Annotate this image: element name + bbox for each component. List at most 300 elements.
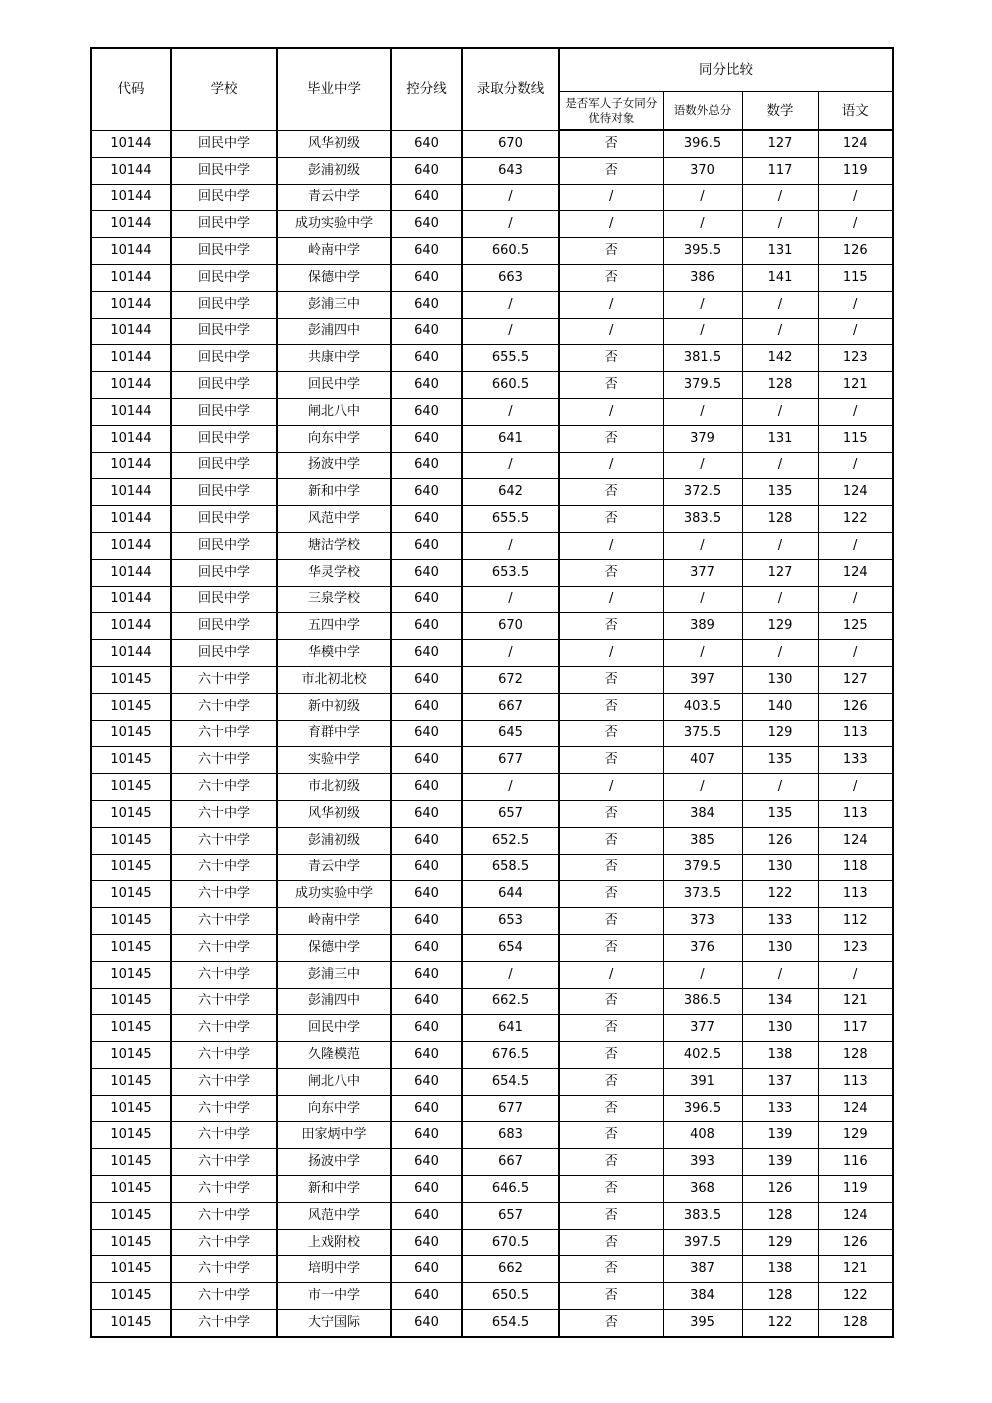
cell-math: /: [742, 291, 818, 318]
cell-chinese: 126: [818, 693, 893, 720]
cell-math: 131: [742, 238, 818, 265]
cell-code: 10144: [91, 640, 171, 667]
header-school: 学校: [171, 48, 277, 130]
cell-school: 回民中学: [171, 238, 277, 265]
table-row: [91, 211, 893, 238]
cell-admission-line: 653.5: [462, 559, 559, 586]
cell-math: 130: [742, 934, 818, 961]
cell-math: 139: [742, 1149, 818, 1176]
cell-admission-line: 660.5: [462, 238, 559, 265]
cell-graduation-school: 新和中学: [277, 1176, 391, 1203]
cell-graduation-school: 三泉学校: [277, 586, 391, 613]
cell-school: 六十中学: [171, 1176, 277, 1203]
cell-graduation-school: 华灵学校: [277, 559, 391, 586]
table-row: [91, 398, 893, 425]
cell-control-line: 640: [391, 640, 462, 667]
cell-chinese: 124: [818, 827, 893, 854]
cell-school: 六十中学: [171, 961, 277, 988]
cell-school: 六十中学: [171, 1202, 277, 1229]
table-header: [91, 48, 893, 130]
table-row: [91, 291, 893, 318]
cell-admission-line: 662.5: [462, 988, 559, 1015]
cell-graduation-school: 风华初级: [277, 800, 391, 827]
cell-admission-line: 646.5: [462, 1176, 559, 1203]
cell-military-priority: /: [559, 640, 663, 667]
cell-military-priority: 否: [559, 613, 663, 640]
cell-school: 六十中学: [171, 1068, 277, 1095]
cell-graduation-school: 保德中学: [277, 934, 391, 961]
cell-code: 10145: [91, 1068, 171, 1095]
cell-admission-line: /: [462, 452, 559, 479]
cell-admission-line: 641: [462, 1015, 559, 1042]
cell-admission-line: 670: [462, 130, 559, 157]
cell-chinese: 124: [818, 1202, 893, 1229]
cell-admission-line: 652.5: [462, 827, 559, 854]
cell-code: 10144: [91, 613, 171, 640]
cell-chinese: 122: [818, 1283, 893, 1310]
cell-military-priority: /: [559, 318, 663, 345]
cell-school: 六十中学: [171, 693, 277, 720]
cell-math: /: [742, 318, 818, 345]
cell-chinese: 121: [818, 372, 893, 399]
cell-code: 10144: [91, 345, 171, 372]
table-row: [91, 720, 893, 747]
cell-total-score: 387: [663, 1256, 742, 1283]
cell-admission-line: 641: [462, 425, 559, 452]
cell-control-line: 640: [391, 854, 462, 881]
cell-control-line: 640: [391, 1283, 462, 1310]
cell-admission-line: 643: [462, 157, 559, 184]
cell-school: 回民中学: [171, 559, 277, 586]
cell-chinese: 113: [818, 1068, 893, 1095]
cell-school: 六十中学: [171, 988, 277, 1015]
cell-graduation-school: 向东中学: [277, 425, 391, 452]
cell-math: 130: [742, 666, 818, 693]
cell-control-line: 640: [391, 1122, 462, 1149]
cell-military-priority: /: [559, 211, 663, 238]
cell-military-priority: /: [559, 291, 663, 318]
cell-control-line: 640: [391, 452, 462, 479]
cell-military-priority: 否: [559, 988, 663, 1015]
cell-military-priority: 否: [559, 1283, 663, 1310]
cell-admission-line: /: [462, 211, 559, 238]
cell-control-line: 640: [391, 264, 462, 291]
cell-military-priority: 否: [559, 1122, 663, 1149]
cell-total-score: 372.5: [663, 479, 742, 506]
cell-math: 129: [742, 720, 818, 747]
cell-control-line: 640: [391, 425, 462, 452]
table-row: [91, 586, 893, 613]
cell-math: /: [742, 452, 818, 479]
cell-admission-line: 645: [462, 720, 559, 747]
cell-total-score: 377: [663, 559, 742, 586]
cell-admission-line: /: [462, 532, 559, 559]
cell-military-priority: 否: [559, 1015, 663, 1042]
cell-total-score: 384: [663, 800, 742, 827]
cell-admission-line: /: [462, 774, 559, 801]
cell-control-line: 640: [391, 479, 462, 506]
cell-admission-line: 663: [462, 264, 559, 291]
cell-control-line: 640: [391, 720, 462, 747]
cell-graduation-school: 新中初级: [277, 693, 391, 720]
cell-code: 10144: [91, 559, 171, 586]
cell-military-priority: 否: [559, 1149, 663, 1176]
cell-admission-line: 657: [462, 1202, 559, 1229]
cell-total-score: 379: [663, 425, 742, 452]
cell-school: 六十中学: [171, 1015, 277, 1042]
cell-admission-line: 657: [462, 800, 559, 827]
cell-total-score: 396.5: [663, 1095, 742, 1122]
cell-graduation-school: 彭浦三中: [277, 291, 391, 318]
table-row: [91, 532, 893, 559]
cell-chinese: 123: [818, 345, 893, 372]
cell-military-priority: 否: [559, 881, 663, 908]
cell-total-score: /: [663, 532, 742, 559]
cell-total-score: 391: [663, 1068, 742, 1095]
cell-military-priority: 否: [559, 934, 663, 961]
cell-code: 10145: [91, 1256, 171, 1283]
cell-math: 129: [742, 1229, 818, 1256]
cell-chinese: 116: [818, 1149, 893, 1176]
table-row: [91, 747, 893, 774]
cell-admission-line: /: [462, 318, 559, 345]
cell-math: 139: [742, 1122, 818, 1149]
cell-control-line: 640: [391, 184, 462, 211]
cell-code: 10144: [91, 452, 171, 479]
cell-school: 回民中学: [171, 586, 277, 613]
table-row: [91, 640, 893, 667]
cell-admission-line: 667: [462, 1149, 559, 1176]
cell-math: /: [742, 211, 818, 238]
cell-school: 六十中学: [171, 1256, 277, 1283]
cell-control-line: 640: [391, 693, 462, 720]
table-row: [91, 908, 893, 935]
table-row: [91, 666, 893, 693]
cell-chinese: 121: [818, 988, 893, 1015]
cell-total-score: 379.5: [663, 372, 742, 399]
cell-code: 10144: [91, 532, 171, 559]
cell-control-line: 640: [391, 613, 462, 640]
cell-total-score: 397.5: [663, 1229, 742, 1256]
cell-graduation-school: 回民中学: [277, 1015, 391, 1042]
cell-control-line: 640: [391, 238, 462, 265]
cell-total-score: 408: [663, 1122, 742, 1149]
cell-math: 117: [742, 157, 818, 184]
cell-graduation-school: 风范中学: [277, 1202, 391, 1229]
table-row: [91, 130, 893, 157]
cell-school: 六十中学: [171, 1310, 277, 1337]
cell-total-score: 385: [663, 827, 742, 854]
cell-school: 六十中学: [171, 800, 277, 827]
cell-military-priority: /: [559, 532, 663, 559]
cell-admission-line: 654.5: [462, 1068, 559, 1095]
cell-graduation-school: 成功实验中学: [277, 211, 391, 238]
header-control-line: 控分线: [391, 48, 462, 130]
cell-military-priority: 否: [559, 1068, 663, 1095]
table-row: [91, 988, 893, 1015]
cell-code: 10144: [91, 130, 171, 157]
cell-control-line: 640: [391, 800, 462, 827]
cell-control-line: 640: [391, 1015, 462, 1042]
table-row: [91, 854, 893, 881]
cell-math: 134: [742, 988, 818, 1015]
cell-code: 10144: [91, 264, 171, 291]
cell-school: 回民中学: [171, 318, 277, 345]
cell-military-priority: 否: [559, 854, 663, 881]
cell-control-line: 640: [391, 532, 462, 559]
cell-graduation-school: 风范中学: [277, 506, 391, 533]
cell-admission-line: 670: [462, 613, 559, 640]
cell-math: 135: [742, 800, 818, 827]
cell-code: 10145: [91, 1310, 171, 1337]
cell-chinese: 115: [818, 425, 893, 452]
table-row: [91, 1283, 893, 1310]
cell-graduation-school: 青云中学: [277, 184, 391, 211]
cell-code: 10145: [91, 666, 171, 693]
cell-code: 10144: [91, 586, 171, 613]
table-row: [91, 1149, 893, 1176]
cell-chinese: /: [818, 452, 893, 479]
cell-school: 回民中学: [171, 372, 277, 399]
cell-chinese: 122: [818, 506, 893, 533]
header-graduation-school: 毕业中学: [277, 48, 391, 130]
cell-control-line: 640: [391, 1310, 462, 1337]
cell-admission-line: /: [462, 961, 559, 988]
cell-math: 138: [742, 1256, 818, 1283]
cell-control-line: 640: [391, 1229, 462, 1256]
header-military-priority: 是否军人子女同分优待对象: [559, 92, 663, 131]
cell-total-score: /: [663, 184, 742, 211]
cell-code: 10145: [91, 1229, 171, 1256]
cell-admission-line: 677: [462, 747, 559, 774]
cell-chinese: /: [818, 291, 893, 318]
cell-code: 10145: [91, 908, 171, 935]
cell-graduation-school: 彭浦初级: [277, 157, 391, 184]
header-tie-compare: 同分比较: [559, 48, 893, 92]
cell-school: 回民中学: [171, 479, 277, 506]
table-row: [91, 800, 893, 827]
cell-admission-line: /: [462, 184, 559, 211]
cell-total-score: 377: [663, 1015, 742, 1042]
cell-chinese: 133: [818, 747, 893, 774]
cell-control-line: 640: [391, 506, 462, 533]
cell-school: 六十中学: [171, 1283, 277, 1310]
cell-control-line: 640: [391, 1068, 462, 1095]
cell-code: 10145: [91, 720, 171, 747]
cell-military-priority: /: [559, 398, 663, 425]
cell-total-score: 407: [663, 747, 742, 774]
cell-total-score: 397: [663, 666, 742, 693]
cell-math: 127: [742, 130, 818, 157]
cell-graduation-school: 闸北八中: [277, 398, 391, 425]
cell-graduation-school: 青云中学: [277, 854, 391, 881]
cell-math: 131: [742, 425, 818, 452]
table-row: [91, 1310, 893, 1337]
cell-math: /: [742, 532, 818, 559]
cell-military-priority: 否: [559, 1202, 663, 1229]
cell-total-score: 370: [663, 157, 742, 184]
cell-chinese: 112: [818, 908, 893, 935]
table-row: [91, 452, 893, 479]
table-row: [91, 479, 893, 506]
table-row: [91, 345, 893, 372]
cell-total-score: 386: [663, 264, 742, 291]
cell-chinese: /: [818, 398, 893, 425]
cell-control-line: 640: [391, 1256, 462, 1283]
cell-military-priority: 否: [559, 425, 663, 452]
cell-military-priority: 否: [559, 130, 663, 157]
cell-code: 10144: [91, 318, 171, 345]
cell-code: 10145: [91, 1283, 171, 1310]
cell-math: 129: [742, 613, 818, 640]
cell-code: 10145: [91, 1015, 171, 1042]
cell-military-priority: /: [559, 184, 663, 211]
cell-graduation-school: 市北初级: [277, 774, 391, 801]
cell-total-score: 381.5: [663, 345, 742, 372]
cell-admission-line: /: [462, 640, 559, 667]
cell-school: 六十中学: [171, 854, 277, 881]
cell-control-line: 640: [391, 130, 462, 157]
cell-military-priority: 否: [559, 1095, 663, 1122]
table-row: [91, 372, 893, 399]
table-row: [91, 157, 893, 184]
cell-school: 回民中学: [171, 130, 277, 157]
cell-military-priority: 否: [559, 372, 663, 399]
table-row: [91, 1176, 893, 1203]
table-row: [91, 184, 893, 211]
cell-code: 10144: [91, 398, 171, 425]
cell-chinese: 126: [818, 238, 893, 265]
cell-graduation-school: 彭浦初级: [277, 827, 391, 854]
cell-school: 回民中学: [171, 184, 277, 211]
cell-total-score: 395.5: [663, 238, 742, 265]
cell-military-priority: 否: [559, 747, 663, 774]
cell-code: 10144: [91, 211, 171, 238]
cell-military-priority: 否: [559, 908, 663, 935]
cell-math: 128: [742, 506, 818, 533]
cell-total-score: 402.5: [663, 1042, 742, 1069]
cell-total-score: 368: [663, 1176, 742, 1203]
cell-control-line: 640: [391, 1095, 462, 1122]
cell-admission-line: 644: [462, 881, 559, 908]
cell-code: 10144: [91, 479, 171, 506]
cell-school: 回民中学: [171, 452, 277, 479]
cell-chinese: 113: [818, 720, 893, 747]
cell-math: 133: [742, 1095, 818, 1122]
cell-total-score: /: [663, 774, 742, 801]
cell-chinese: 117: [818, 1015, 893, 1042]
cell-admission-line: 667: [462, 693, 559, 720]
header-code: 代码: [91, 48, 171, 130]
cell-military-priority: 否: [559, 157, 663, 184]
cell-chinese: /: [818, 532, 893, 559]
cell-code: 10144: [91, 425, 171, 452]
cell-chinese: 129: [818, 1122, 893, 1149]
cell-code: 10145: [91, 1095, 171, 1122]
cell-admission-line: 655.5: [462, 345, 559, 372]
cell-math: 135: [742, 747, 818, 774]
cell-military-priority: 否: [559, 1042, 663, 1069]
cell-military-priority: /: [559, 586, 663, 613]
cell-graduation-school: 实验中学: [277, 747, 391, 774]
cell-chinese: 113: [818, 881, 893, 908]
cell-total-score: 384: [663, 1283, 742, 1310]
cell-math: 126: [742, 1176, 818, 1203]
cell-code: 10145: [91, 881, 171, 908]
cell-control-line: 640: [391, 908, 462, 935]
cell-graduation-school: 岭南中学: [277, 238, 391, 265]
cell-graduation-school: 彭浦四中: [277, 988, 391, 1015]
cell-military-priority: 否: [559, 238, 663, 265]
cell-graduation-school: 闸北八中: [277, 1068, 391, 1095]
cell-math: 128: [742, 1202, 818, 1229]
cell-code: 10145: [91, 774, 171, 801]
cell-control-line: 640: [391, 291, 462, 318]
cell-math: 140: [742, 693, 818, 720]
cell-math: 141: [742, 264, 818, 291]
cell-math: 128: [742, 1283, 818, 1310]
cell-graduation-school: 回民中学: [277, 372, 391, 399]
cell-total-score: 389: [663, 613, 742, 640]
cell-math: 126: [742, 827, 818, 854]
cell-graduation-school: 彭浦三中: [277, 961, 391, 988]
table-row: [91, 934, 893, 961]
cell-graduation-school: 岭南中学: [277, 908, 391, 935]
cell-admission-line: /: [462, 586, 559, 613]
header-admission-line: 录取分数线: [462, 48, 559, 130]
cell-admission-line: /: [462, 291, 559, 318]
cell-military-priority: 否: [559, 479, 663, 506]
cell-control-line: 640: [391, 318, 462, 345]
cell-chinese: 127: [818, 666, 893, 693]
cell-chinese: 123: [818, 934, 893, 961]
cell-school: 回民中学: [171, 425, 277, 452]
cell-chinese: 115: [818, 264, 893, 291]
cell-chinese: /: [818, 586, 893, 613]
cell-chinese: /: [818, 961, 893, 988]
cell-admission-line: 642: [462, 479, 559, 506]
cell-school: 六十中学: [171, 1122, 277, 1149]
cell-math: 138: [742, 1042, 818, 1069]
cell-school: 六十中学: [171, 747, 277, 774]
cell-control-line: 640: [391, 211, 462, 238]
cell-total-score: 383.5: [663, 1202, 742, 1229]
cell-control-line: 640: [391, 747, 462, 774]
cell-code: 10145: [91, 1176, 171, 1203]
cell-graduation-school: 成功实验中学: [277, 881, 391, 908]
table-row: [91, 774, 893, 801]
cell-school: 回民中学: [171, 264, 277, 291]
cell-code: 10144: [91, 157, 171, 184]
cell-total-score: /: [663, 398, 742, 425]
cell-admission-line: /: [462, 398, 559, 425]
table-row: [91, 1015, 893, 1042]
cell-chinese: 128: [818, 1310, 893, 1337]
cell-admission-line: 650.5: [462, 1283, 559, 1310]
table-row: [91, 1095, 893, 1122]
cell-admission-line: 677: [462, 1095, 559, 1122]
cell-school: 回民中学: [171, 532, 277, 559]
cell-graduation-school: 久隆模范: [277, 1042, 391, 1069]
cell-math: /: [742, 640, 818, 667]
cell-chinese: /: [818, 318, 893, 345]
cell-admission-line: 654: [462, 934, 559, 961]
cell-total-score: /: [663, 318, 742, 345]
cell-admission-line: 670.5: [462, 1229, 559, 1256]
cell-control-line: 640: [391, 961, 462, 988]
cell-graduation-school: 共康中学: [277, 345, 391, 372]
cell-school: 回民中学: [171, 211, 277, 238]
